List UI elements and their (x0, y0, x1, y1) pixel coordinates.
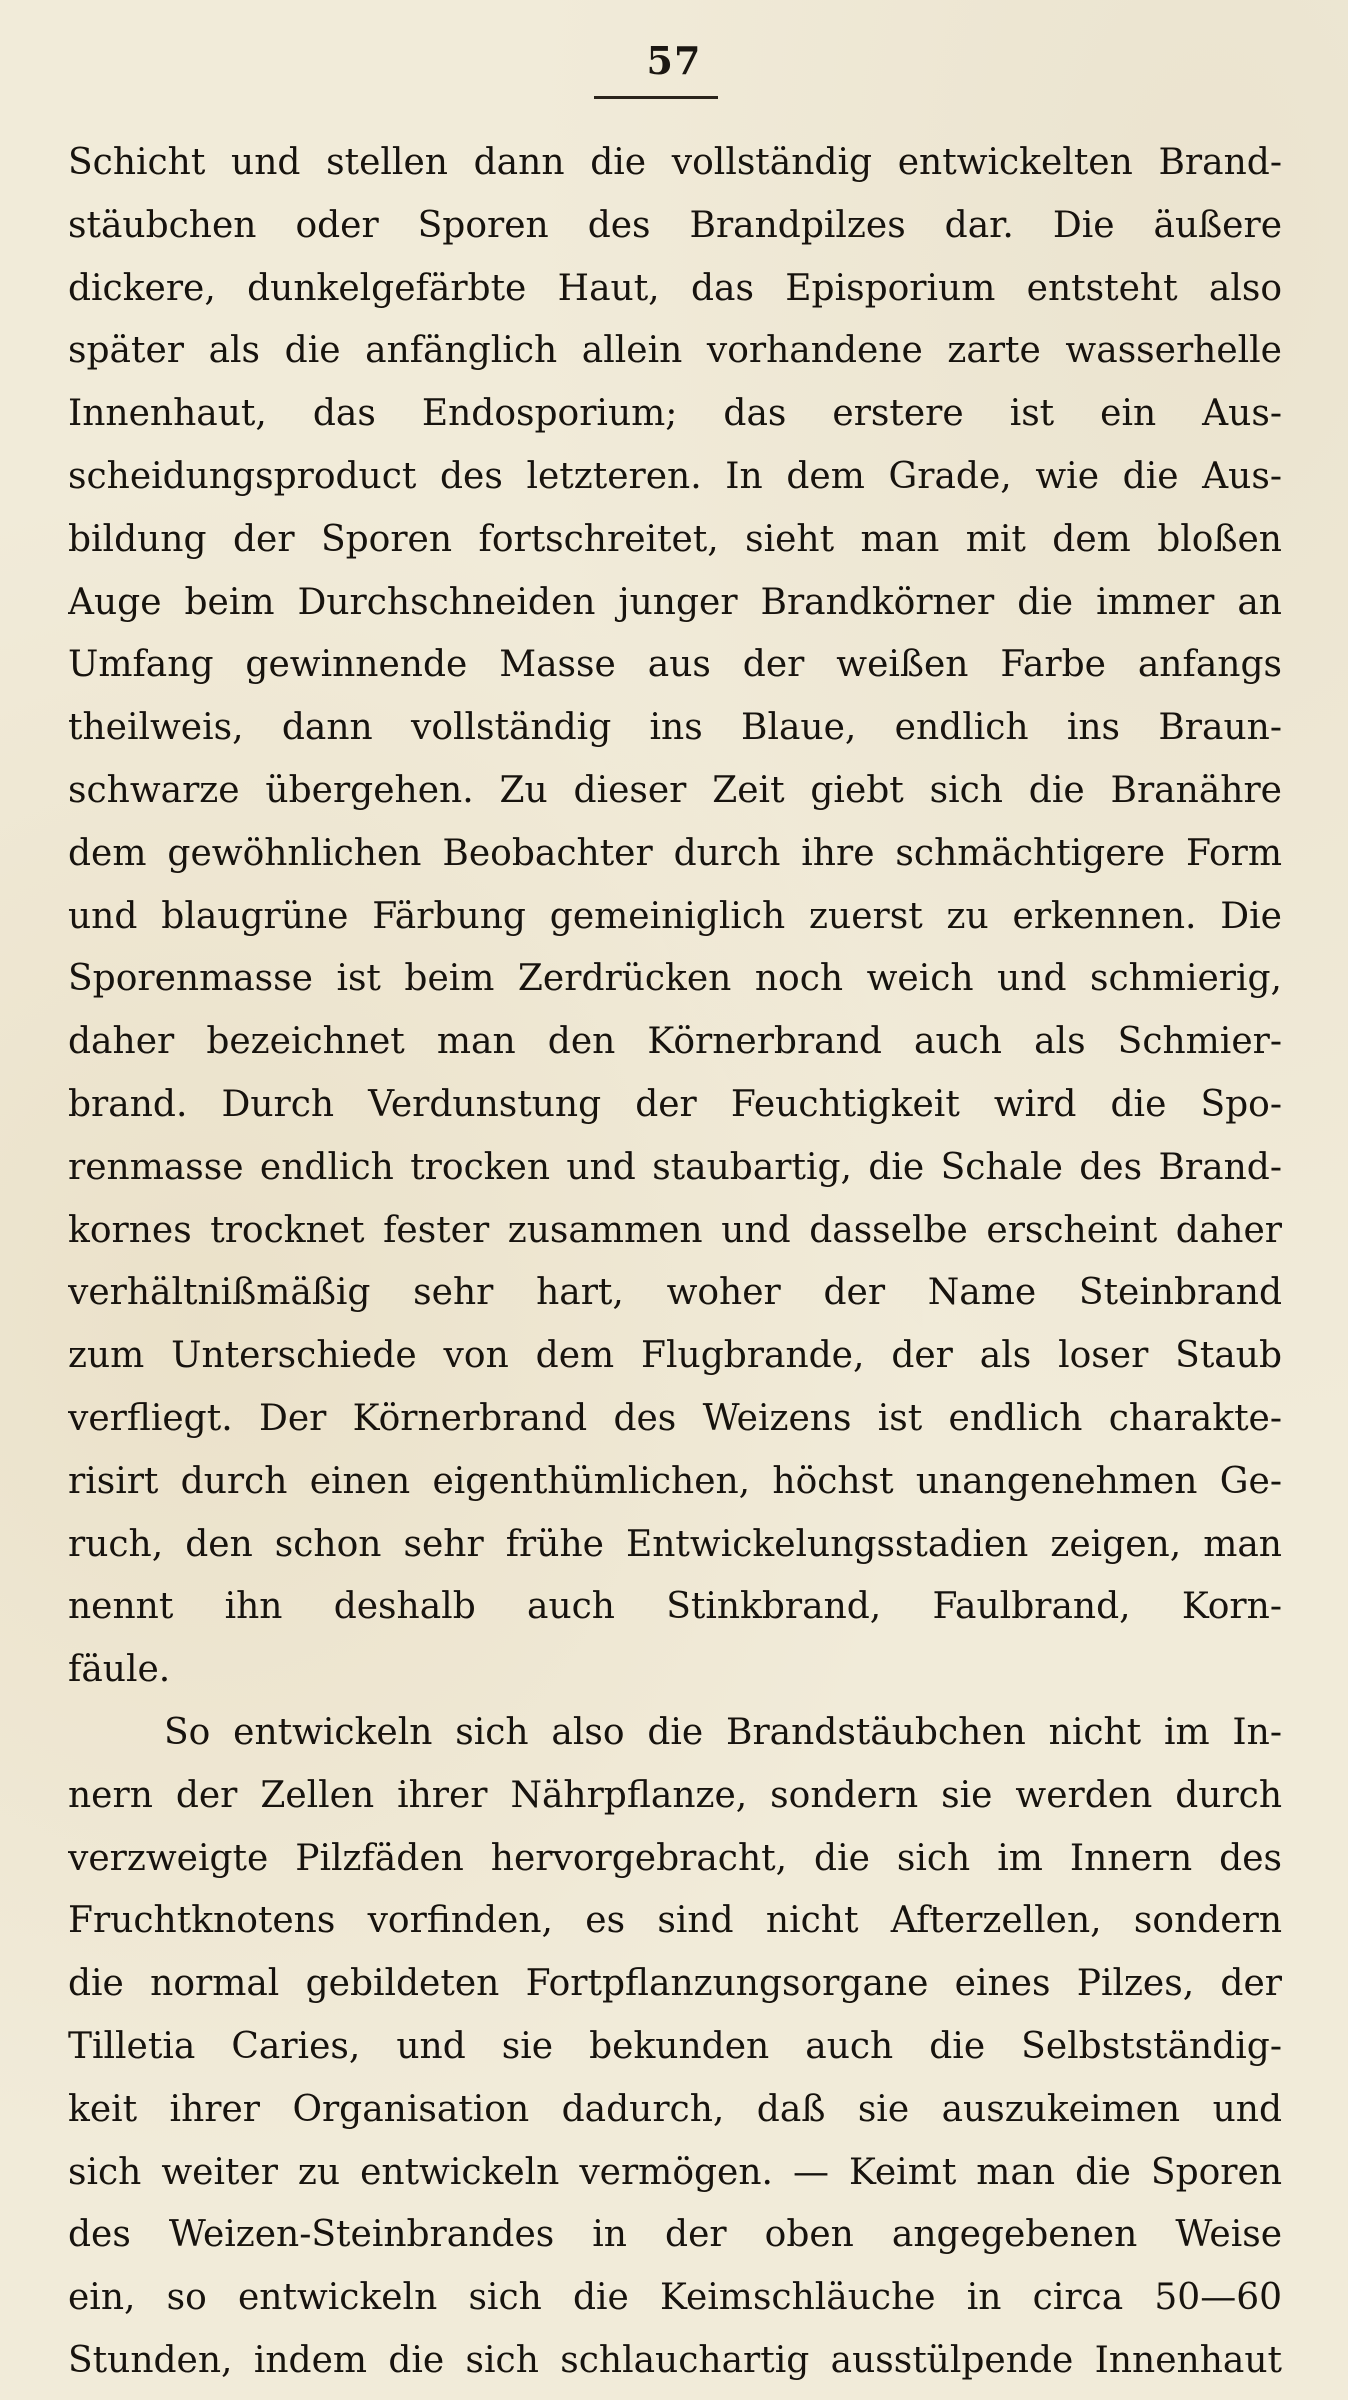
text-line: schwarze übergehen. Zu dieser Zeit giebt sich die Branähre (68, 769, 1282, 811)
text-line: die normal gebildeten Fortpflanzungsorgane eines Pilzes, der (68, 1963, 1282, 2005)
text-line: und blaugrüne Färbung gemeiniglich zuerst zu erkennen. Die (68, 895, 1282, 937)
text-line: keit ihrer Organisation dadurch, daß sie auszukeimen und (68, 2088, 1282, 2130)
text-line: zum Unterschiede von dem Flugbrande, der als loser Staub (68, 1335, 1282, 1377)
text-line: So entwickeln sich also die Brandstäubchen nicht im In- (164, 1711, 1282, 1753)
text-line: Auge beim Durchschneiden junger Brandkörner die immer an (68, 581, 1282, 623)
text-line: Schicht und stellen dann die vollständig entwickelten Brand- (68, 142, 1282, 183)
text-line: renmasse endlich trocken und staubartig, die Schale des Brand- (68, 1146, 1282, 1188)
text-line: daher bezeichnet man den Körnerbrand auch als Schmier- (68, 1021, 1282, 1063)
text-line: Fruchtknotens vorfinden, es sind nicht Afterzellen, sondern (68, 1900, 1282, 1942)
text-line: Sporenmasse ist beim Zerdrücken noch weich und schmierig, (68, 958, 1282, 1000)
text-line: nennt ihn deshalb auch Stinkbrand, Faulbrand, Korn- (68, 1586, 1282, 1628)
text-line: verhältnißmäßig sehr hart, woher der Name Steinbrand (68, 1272, 1282, 1314)
text-line: Stunden, indem die sich schlauchartig ausstülpende Innenhaut (68, 2339, 1282, 2381)
text-line: brand. Durch Verdunstung der Feuchtigkeit wird die Spo- (68, 1083, 1282, 1125)
page-number: 57 (646, 38, 702, 83)
text-line: später als die anfänglich allein vorhandene zarte wasserhelle (68, 330, 1282, 372)
text-line: theilweis, dann vollständig ins Blaue, endlich ins Braun- (68, 707, 1282, 749)
text-line: dem gewöhnlichen Beobachter durch ihre schmächtigere Form (68, 832, 1282, 874)
body-text (68, 132, 1282, 2393)
text-line: risirt durch einen eigenthümlichen, höchst unangenehmen Ge- (68, 1460, 1282, 1502)
text-line: verfliegt. Der Körnerbrand des Weizens ist endlich charakte- (68, 1397, 1282, 1439)
text-line: stäubchen oder Sporen des Brandpilzes dar. Die äußere (68, 204, 1282, 246)
text-line: fäule. (68, 1649, 171, 1691)
text-line: Umfang gewinnende Masse aus der weißen Farbe anfangs (68, 644, 1282, 686)
text-line: Innenhaut, das Endosporium; das erstere ist ein Aus- (68, 393, 1282, 435)
text-line: nern der Zellen ihrer Nährpflanze, sondern sie werden durch (68, 1774, 1282, 1816)
text-line: ein, so entwickeln sich die Keimschläuche in circa 50—60 (68, 2277, 1282, 2319)
text-line: sich weiter zu entwickeln vermögen. — Keimt man die Sporen (68, 2151, 1282, 2193)
page-number-rule (594, 96, 718, 99)
text-line: bildung der Sporen fortschreitet, sieht man mit dem bloßen (68, 518, 1282, 560)
text-line: Tilletia Caries, und sie bekunden auch die Selbstständig- (68, 2025, 1282, 2067)
text-line: kornes trocknet fester zusammen und dasselbe erscheint daher (68, 1209, 1282, 1251)
text-line: dickere, dunkelgefärbte Haut, das Episporium entsteht also (68, 267, 1282, 309)
text-line: des Weizen-Steinbrandes in der oben angegebenen Weise (68, 2214, 1282, 2256)
text-line: verzweigte Pilzfäden hervorgebracht, die sich im Innern des (68, 1837, 1282, 1879)
text-line: ruch, den schon sehr frühe Entwickelungsstadien zeigen, man (68, 1523, 1282, 1565)
text-line: scheidungsproduct des letzteren. In dem Grade, wie die Aus- (68, 455, 1282, 497)
